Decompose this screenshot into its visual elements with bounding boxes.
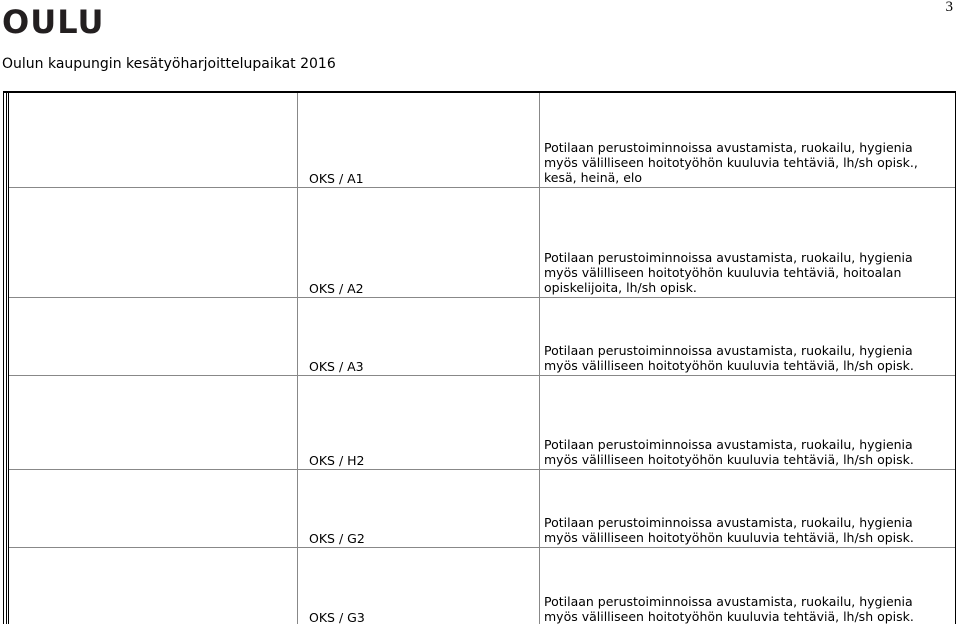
oulu-logo: OULU: [2, 3, 105, 41]
page-number: 3: [945, 0, 953, 15]
table-row: [9, 548, 955, 624]
unit-description: Potilaan perustoiminnoissa avustamista, ruokailu, hygienia myös välilliseen hoitotyöhön kuuluvia tehtäviä, lh/sh opisk.: [544, 594, 914, 624]
description-cell: [540, 376, 955, 469]
blank-cell: [9, 188, 298, 297]
unit-code: OKS / A2: [309, 281, 364, 296]
code-cell: [298, 188, 540, 297]
unit-code: OKS / A3: [309, 359, 364, 374]
unit-code: OKS / H2: [309, 453, 365, 468]
code-cell: [298, 470, 540, 547]
description-cell: [540, 93, 955, 187]
code-cell: [298, 548, 540, 624]
blank-cell: [9, 470, 298, 547]
code-cell: [298, 376, 540, 469]
code-cell: [298, 298, 540, 375]
unit-code: OKS / A1: [309, 171, 364, 186]
unit-code: OKS / G3: [309, 610, 365, 624]
description-cell: [540, 470, 955, 547]
blank-cell: [9, 376, 298, 469]
description-cell: [540, 548, 955, 624]
blank-cell: [9, 93, 298, 187]
unit-description: Potilaan perustoiminnoissa avustamista, ruokailu, hygienia myös välilliseen hoitotyöhön kuuluvia tehtäviä, lh/sh opisk.: [544, 343, 914, 373]
blank-cell: [9, 548, 298, 624]
table-row: [9, 188, 955, 298]
table-row: [9, 298, 955, 376]
placements-table: [3, 91, 956, 624]
blank-cell: [9, 298, 298, 375]
table-row: [9, 470, 955, 548]
unit-code: OKS / G2: [309, 531, 365, 546]
unit-description: Potilaan perustoiminnoissa avustamista, ruokailu, hygienia myös välilliseen hoitotyöhön kuuluvia tehtäviä, lh/sh opisk.: [544, 515, 914, 545]
unit-description: Potilaan perustoiminnoissa avustamista, ruokailu, hygienia myös välilliseen hoitotyöhön kuuluvia tehtäviä, lh/sh opisk.: [544, 437, 914, 467]
description-cell: [540, 188, 955, 297]
unit-description: Potilaan perustoiminnoissa avustamista, ruokailu, hygienia myös välilliseen hoitotyöhön kuuluvia tehtäviä, hoitoalan opiskelijoita, lh/sh opisk.: [544, 250, 913, 295]
description-cell: [540, 298, 955, 375]
page-title: Oulun kaupungin kesätyöharjoittelupaikat 2016: [2, 56, 336, 72]
table-row: [9, 376, 955, 470]
unit-description: Potilaan perustoiminnoissa avustamista, ruokailu, hygienia myös välilliseen hoitotyöhön kuuluvia tehtäviä, lh/sh opisk., kesä, heinä, elo: [544, 140, 918, 185]
table-row: [9, 93, 955, 188]
code-cell: [298, 93, 540, 187]
